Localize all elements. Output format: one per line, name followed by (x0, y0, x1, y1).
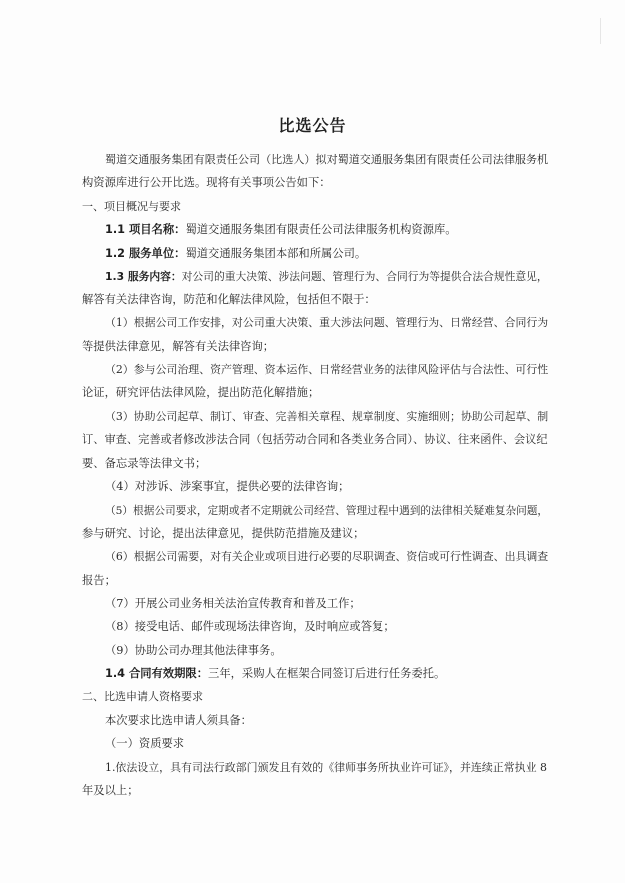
section-heading: 一、项目概况与要求 (82, 200, 181, 213)
section-heading: 二、比选申请人资格要求 (82, 690, 203, 703)
sub-item-6: （6）根据公司需要，对有关企业或项目进行必要的尽职调查、资信或可行性调查、出具调查 (105, 550, 549, 563)
requirement-1: 1.依法设立，具有司法行政部门颁发且有效的《律师事务所执业许可证》，并连续正常执业 8 (105, 761, 547, 774)
sub-item-5: （5）根据公司要求，定期或者不定期就公司经营、管理过程中遇到的法律相关疑难复杂问题， (105, 504, 549, 517)
item-text: 三年，采购人在框架合同签订后进行任务委托。 (208, 667, 446, 680)
item-1-3 (105, 270, 548, 284)
item-1-4 (105, 667, 445, 681)
item-1-1 (105, 223, 457, 237)
sub-item-4: （4）对涉诉、涉案事宜，提供必要的法律咨询； (105, 480, 350, 493)
sub-item-5-cont: 参与研究、讨论，提出法律意见，提供防范措施及建议； (82, 527, 365, 540)
sub-item-3: （3）协助公司起草、制订、审查、完善相关章程、规章制度、实施细则；协助公司起草、制 (105, 410, 549, 423)
requirement-1-cont: 年及以上； (82, 784, 139, 797)
item-text: 蜀道交通服务集团有限责任公司法律服务机构资源库。 (185, 223, 457, 236)
scan-artifact (600, 18, 601, 44)
sub-item-1: （1）根据公司工作安排，对公司重大决策、重大涉法问题、管理行为、日常经营、合同行为 (105, 316, 549, 329)
item-1-3-cont: 解答有关法律咨询，防范和化解法律风险，包括但不限于： (82, 293, 376, 306)
section-lead: 本次要求比选申请人须具备： (105, 714, 252, 727)
item-label: 1.1 项目名称： (105, 223, 186, 236)
sub-item-1-cont: 等提供法律意见，解答有关法律咨询； (82, 340, 275, 353)
sub-item-2: （2）参与公司治理、资产管理、资本运作、日常经营业务的法律风险评估与合法性、可行性 (105, 363, 549, 376)
sub-heading: （一）资质要求 (105, 737, 185, 750)
item-text: 蜀道交通服务集团本部和所属公司。 (185, 247, 367, 260)
sub-item-6-cont: 报告； (82, 574, 116, 587)
sub-item-3-cont: 订、审查、完善或者修改涉法合同（包括劳动合同和各类业务合同）、协议、往来函件、会议纪 (82, 433, 548, 446)
item-label: 1.3 服务内容： (105, 270, 182, 283)
sub-item-8: （8）接受电话、邮件或现场法律咨询，及时响应或答复； (105, 620, 395, 633)
sub-item-2-cont: 论证，研究评估法律风险，提出防范化解措施； (82, 386, 320, 399)
item-label: 1.2 服务单位： (105, 247, 186, 260)
sub-item-3-cont: 要、备忘录等法律文书； (82, 457, 207, 470)
sub-item-7: （7）开展公司业务相关法治宣传教育和普及工作； (105, 597, 361, 610)
sub-item-9: （9）协助公司办理其他法律事务。 (105, 644, 282, 657)
item-text: 对公司的重大决策、涉法问题、管理行为、合同行为等提供合法合规性意见， (181, 270, 548, 283)
intro-line: 蜀道交通服务集团有限责任公司（比选人）拟对蜀道交通服务集团有限责任公司法律服务机 (105, 153, 549, 166)
item-1-2 (105, 247, 366, 261)
intro-line: 构资源库进行公开比选。现将有关事项公告如下： (82, 176, 331, 189)
item-label: 1.4 合同有效期限： (105, 667, 209, 680)
document-title: 比选公告 (278, 116, 347, 135)
